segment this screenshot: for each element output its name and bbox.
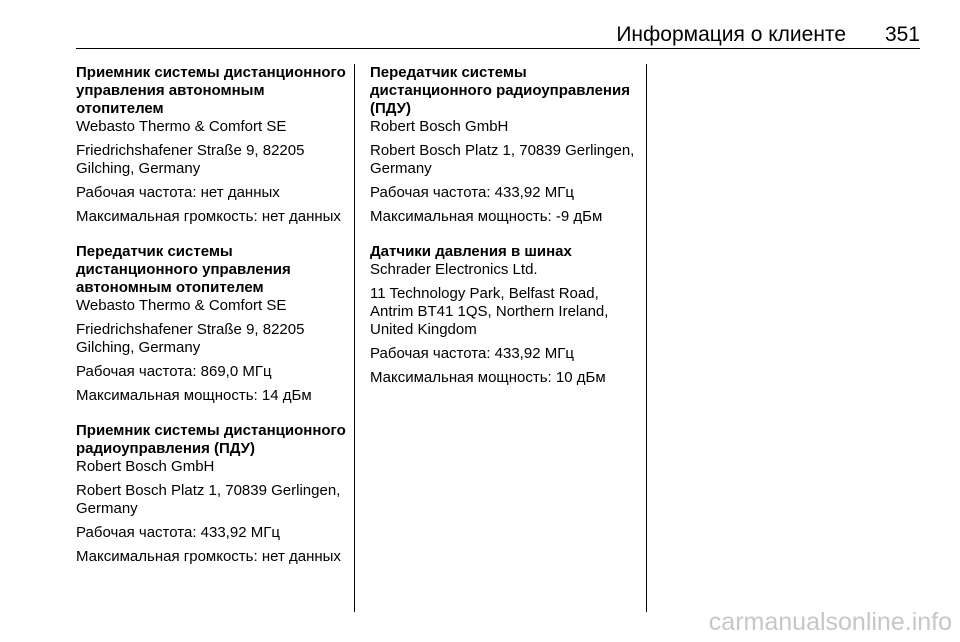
manufacturer-name: Webasto Thermo & Comfort SE (76, 297, 287, 314)
section (370, 64, 640, 226)
maximum-output: Максимальная громкость: нет данных (76, 208, 341, 225)
operating-frequency: Рабочая частота: 433,92 МГц (370, 184, 574, 201)
section (76, 243, 346, 405)
operating-frequency: Рабочая частота: 433,92 МГц (370, 345, 574, 362)
column-divider (354, 64, 355, 612)
maximum-output: Максимальная громкость: нет данных (76, 548, 341, 565)
section (370, 243, 640, 387)
operating-frequency: Рабочая частота: нет данных (76, 184, 280, 201)
manufacturer-address: Friedrichshafener Straße 9, 82205 Gilching, Germany (76, 321, 305, 356)
manufacturer-address: Friedrichshafener Straße 9, 82205 Gilching, Germany (76, 142, 305, 177)
page-header (76, 20, 920, 49)
right-column (370, 64, 640, 404)
manufacturer-name: Robert Bosch GmbH (76, 458, 215, 475)
maximum-output: Максимальная мощность: 10 дБм (370, 369, 606, 386)
section-heading: Передатчик системы дистанционного радиоуправления (ПДУ) (370, 64, 630, 117)
manufacturer-name: Schrader Electronics Ltd. (370, 261, 538, 278)
section (76, 64, 346, 226)
maximum-output: Максимальная мощность: -9 дБм (370, 208, 603, 225)
manufacturer-address: Robert Bosch Platz 1, 70839 Gerlingen, Germany (370, 142, 635, 177)
section (76, 422, 346, 566)
left-column (76, 64, 346, 583)
page-title: Информация о клиенте (616, 23, 846, 46)
manufacturer-name: Webasto Thermo & Comfort SE (76, 118, 287, 135)
manufacturer-name: Robert Bosch GmbH (370, 118, 509, 135)
operating-frequency: Рабочая частота: 869,0 МГц (76, 363, 272, 380)
operating-frequency: Рабочая частота: 433,92 МГц (76, 524, 280, 541)
watermark: carmanualsonline.info (708, 608, 952, 636)
section-heading: Приемник системы дистанционного управления автономным отопителем (76, 64, 346, 117)
maximum-output: Максимальная мощность: 14 дБм (76, 387, 312, 404)
column-divider (646, 64, 647, 612)
section-heading: Передатчик системы дистанционного управления автономным отопителем (76, 243, 291, 296)
page-number: 351 (884, 23, 920, 46)
section-heading: Датчики давления в шинах (370, 243, 572, 260)
manufacturer-address: Robert Bosch Platz 1, 70839 Gerlingen, Germany (76, 482, 341, 517)
manufacturer-address: 11 Technology Park, Belfast Road, Antrim BT41 1QS, Northern Ireland, United Kingdom (370, 285, 609, 338)
section-heading: Приемник системы дистанционного радиоуправления (ПДУ) (76, 422, 346, 457)
